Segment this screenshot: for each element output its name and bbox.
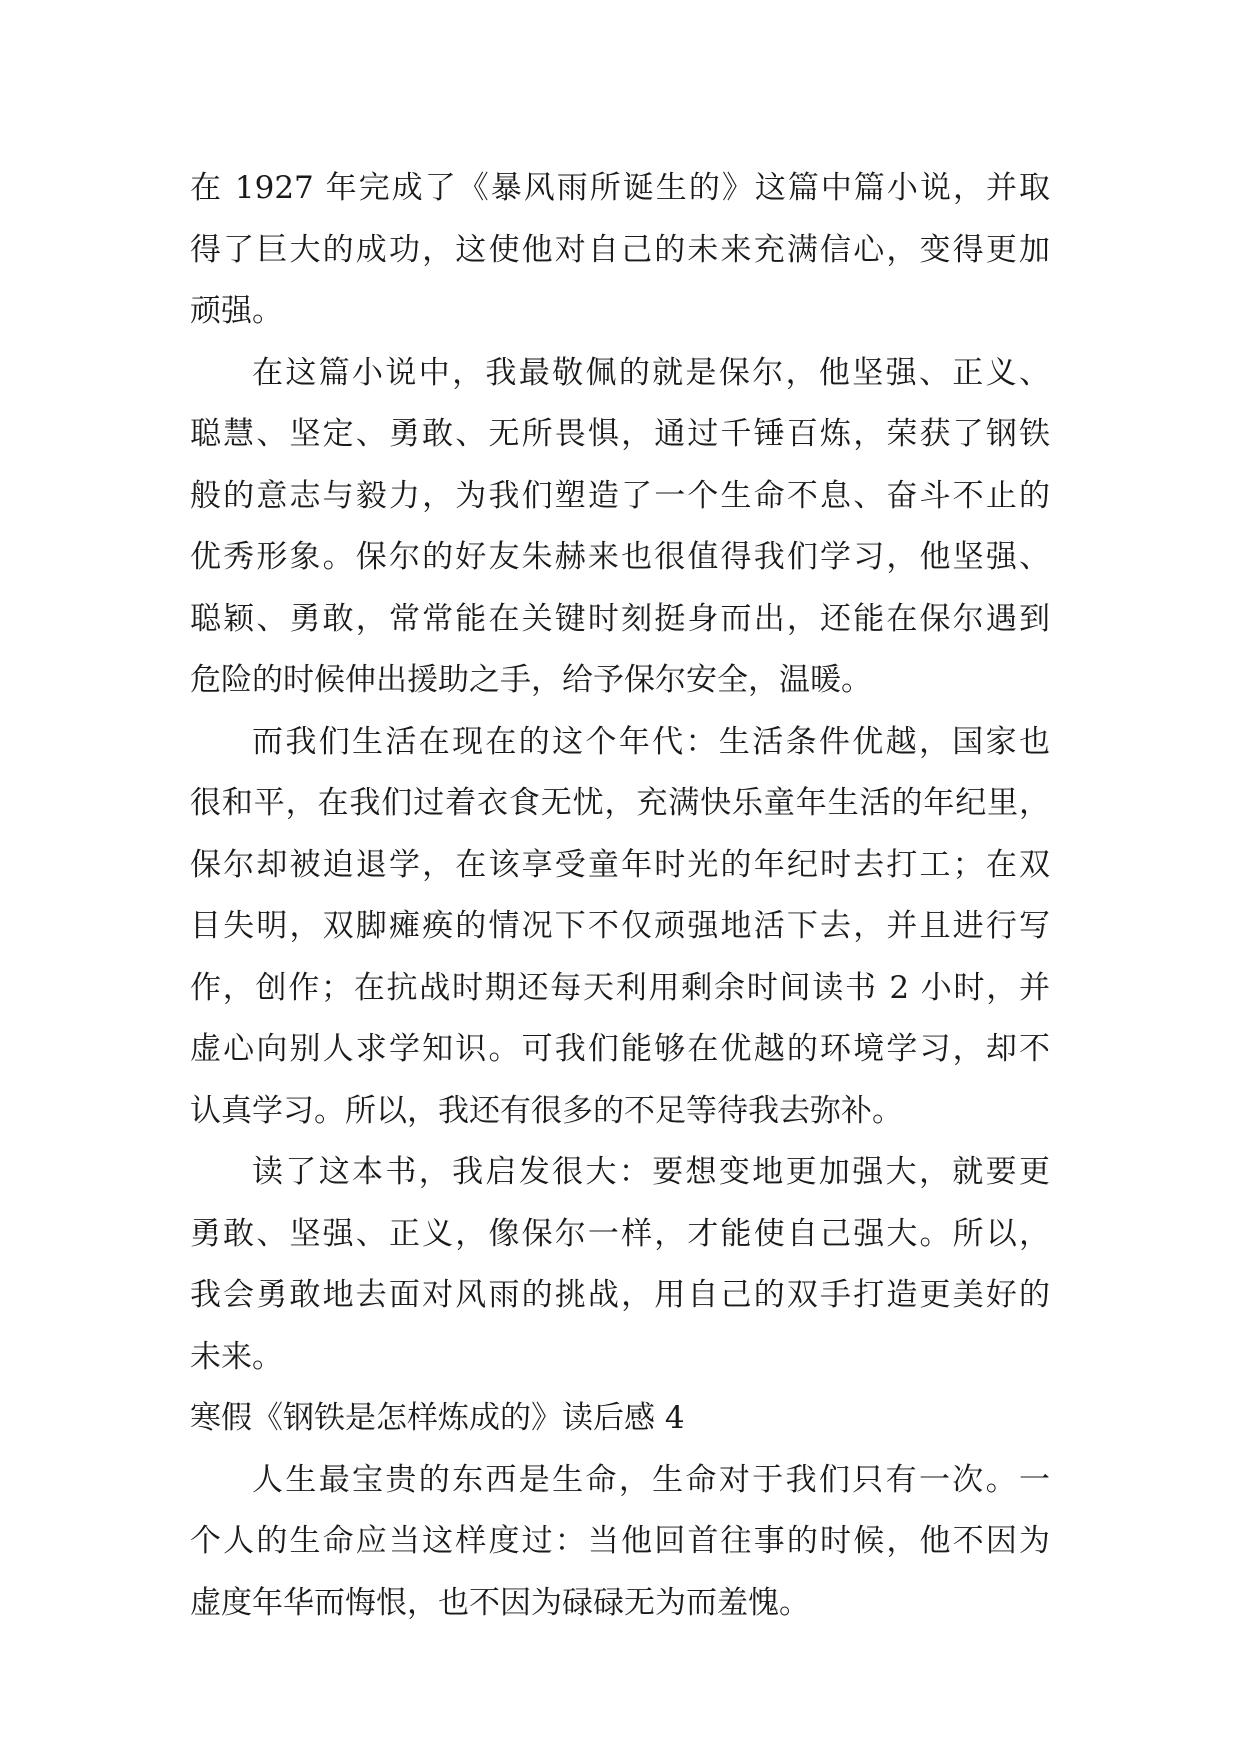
text-line: 在 1927 年完成了《暴风雨所诞生的》这篇中篇小说，并取 xyxy=(190,170,1050,206)
text-line: 读了这本书，我启发很大：要想变地更加强大，就要更 xyxy=(252,1154,1050,1190)
text-line: 目失明，双脚瘫痪的情况下不仅顽强地活下去，并且进行写 xyxy=(190,908,1050,944)
paragraph-2 xyxy=(190,343,1050,712)
text-line: 危险的时候伸出援助之手，给予保尔安全，温暖。 xyxy=(190,662,872,698)
text-line: 虚度年华而悔恨，也不因为碌碌无为而羞愧。 xyxy=(190,1584,810,1621)
text-line: 般的意志与毅力，为我们塑造了一个生命不息、奋斗不止的 xyxy=(190,477,1050,514)
text-line: 得了巨大的成功，这使他对自己的未来充满信心，变得更加 xyxy=(190,231,1050,268)
paragraph-1 xyxy=(190,158,1050,343)
paragraph-4 xyxy=(190,1142,1050,1388)
text-line: 很和平，在我们过着衣食无忧，充满快乐童年生活的年纪里， xyxy=(190,785,1050,821)
text-line: 未来。 xyxy=(190,1338,283,1375)
section-paragraph xyxy=(190,1450,1050,1635)
text-line: 保尔却被迫退学，在该享受童年时光的年纪时去打工；在双 xyxy=(190,846,1050,883)
text-line: 虚心向别人求学知识。可我们能够在优越的环境学习，却不 xyxy=(190,1031,1050,1067)
text-line: 作，创作；在抗战时期还每天利用剩余时间读书 2 小时，并 xyxy=(190,969,1050,1006)
text-line: 个人的生命应当这样度过：当他回首往事的时候，他不因为 xyxy=(190,1523,1050,1559)
text-line: 聪颖、勇敢，常常能在关键时刻挺身而出，还能在保尔遇到 xyxy=(190,600,1050,637)
text-line: 认真学习。所以，我还有很多的不足等待我去弥补。 xyxy=(190,1092,903,1129)
text-line: 优秀形象。保尔的好友朱赫来也很值得我们学习，他坚强、 xyxy=(190,539,1050,575)
text-line: 勇敢、坚强、正义，像保尔一样，才能使自己强大。所以， xyxy=(190,1215,1050,1252)
text-line: 而我们生活在现在的这个年代：生活条件优越，国家也 xyxy=(252,723,1050,760)
paragraph-3 xyxy=(190,712,1050,1143)
text-line: 人生最宝贵的东西是生命，生命对于我们只有一次。一 xyxy=(252,1461,1050,1498)
text-line: 在这篇小说中，我最敬佩的就是保尔，他坚强、正义、 xyxy=(252,354,1050,391)
text-line: 我会勇敢地去面对风雨的挑战，用自己的双手打造更美好的 xyxy=(190,1277,1050,1313)
text-line: 聪慧、坚定、勇敢、无所畏惧，通过千锤百炼，荣获了钢铁 xyxy=(190,416,1050,452)
document-body xyxy=(190,158,1050,1634)
text-line: 顽强。 xyxy=(190,293,283,329)
section-heading: 寒假《钢铁是怎样炼成的》读后感 4 xyxy=(190,1400,685,1436)
